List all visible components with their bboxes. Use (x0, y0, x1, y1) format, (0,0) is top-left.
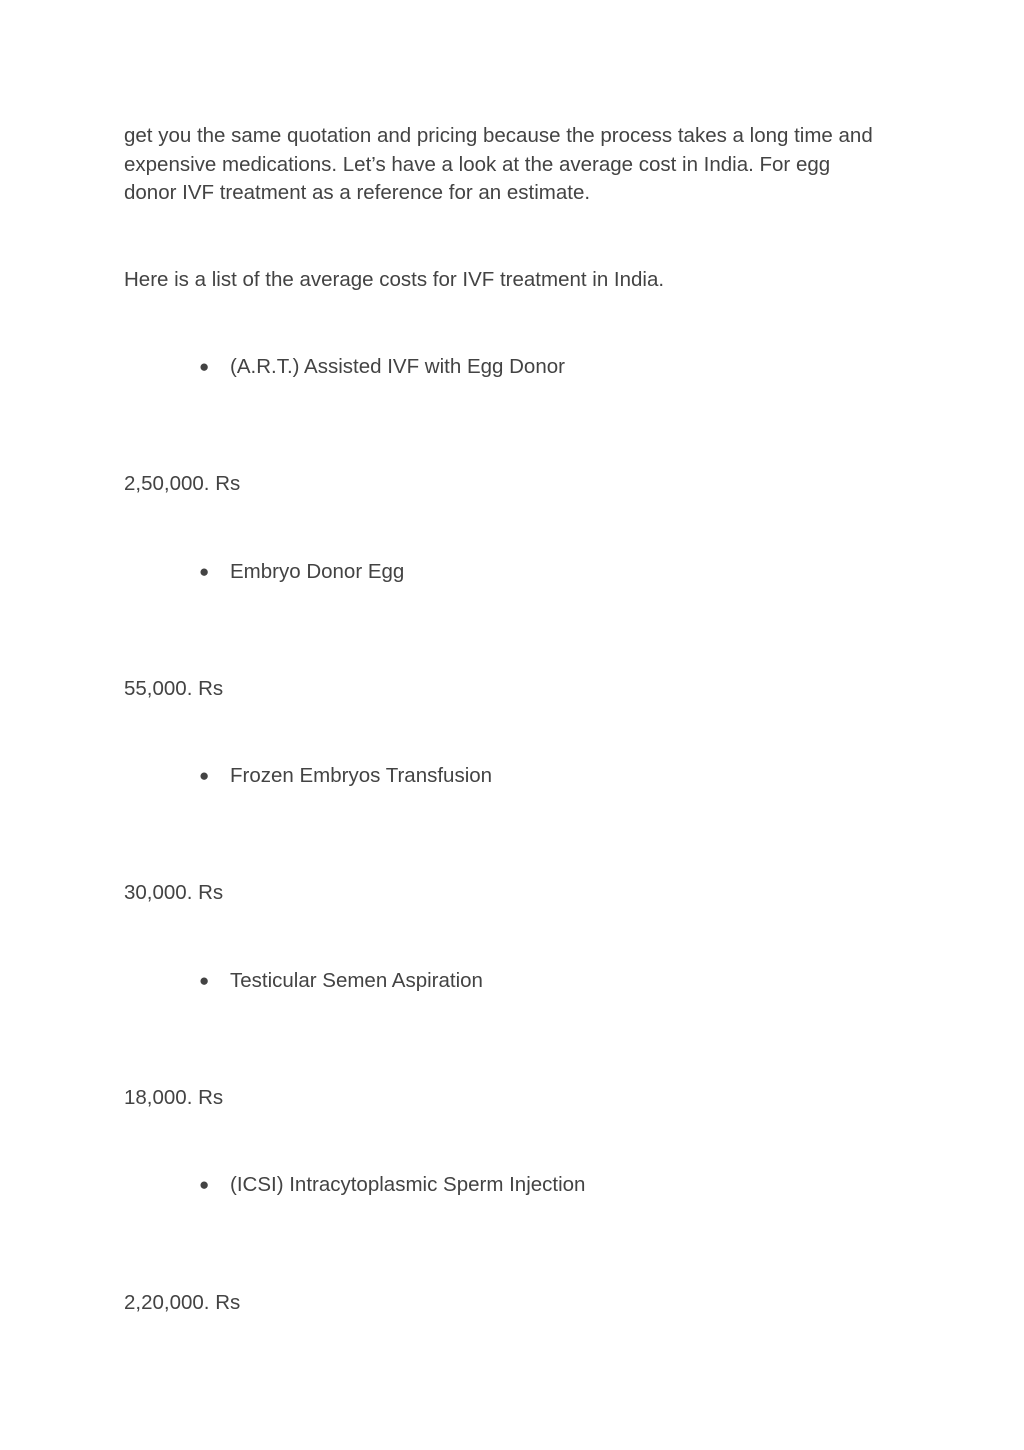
bullet-icon: ● (199, 766, 210, 785)
list-item (199, 1171, 585, 1200)
list-item (199, 762, 492, 791)
intro-paragraph: get you the same quotation and pricing because the process takes a long time and expensive medications. Let’s have a look at the average cost in India. For egg donor IVF treatment as a reference for an estimate. (124, 124, 873, 204)
treatment-price: 30,000. Rs (124, 881, 224, 904)
treatment-name: Testicular Semen Aspiration (230, 969, 483, 992)
treatment-price: 55,000. Rs (124, 677, 224, 700)
list-item (199, 558, 404, 587)
list-item (199, 967, 483, 996)
bullet-icon: ● (199, 971, 210, 990)
treatment-price: 18,000. Rs (124, 1086, 224, 1109)
bullet-icon: ● (199, 562, 210, 581)
treatment-name: (ICSI) Intracytoplasmic Sperm Injection (230, 1173, 586, 1196)
treatment-name: Embryo Donor Egg (230, 560, 405, 583)
treatment-name: (A.R.T.) Assisted IVF with Egg Donor (230, 355, 565, 378)
list-item (199, 353, 565, 382)
treatment-price: 2,20,000. Rs (124, 1291, 241, 1314)
treatment-price: 2,50,000. Rs (124, 472, 241, 495)
bullet-icon: ● (199, 1175, 210, 1194)
treatment-name: Frozen Embryos Transfusion (230, 764, 493, 787)
bullet-icon: ● (199, 357, 210, 376)
list-intro-text: Here is a list of the average costs for IVF treatment in India. (124, 268, 665, 291)
